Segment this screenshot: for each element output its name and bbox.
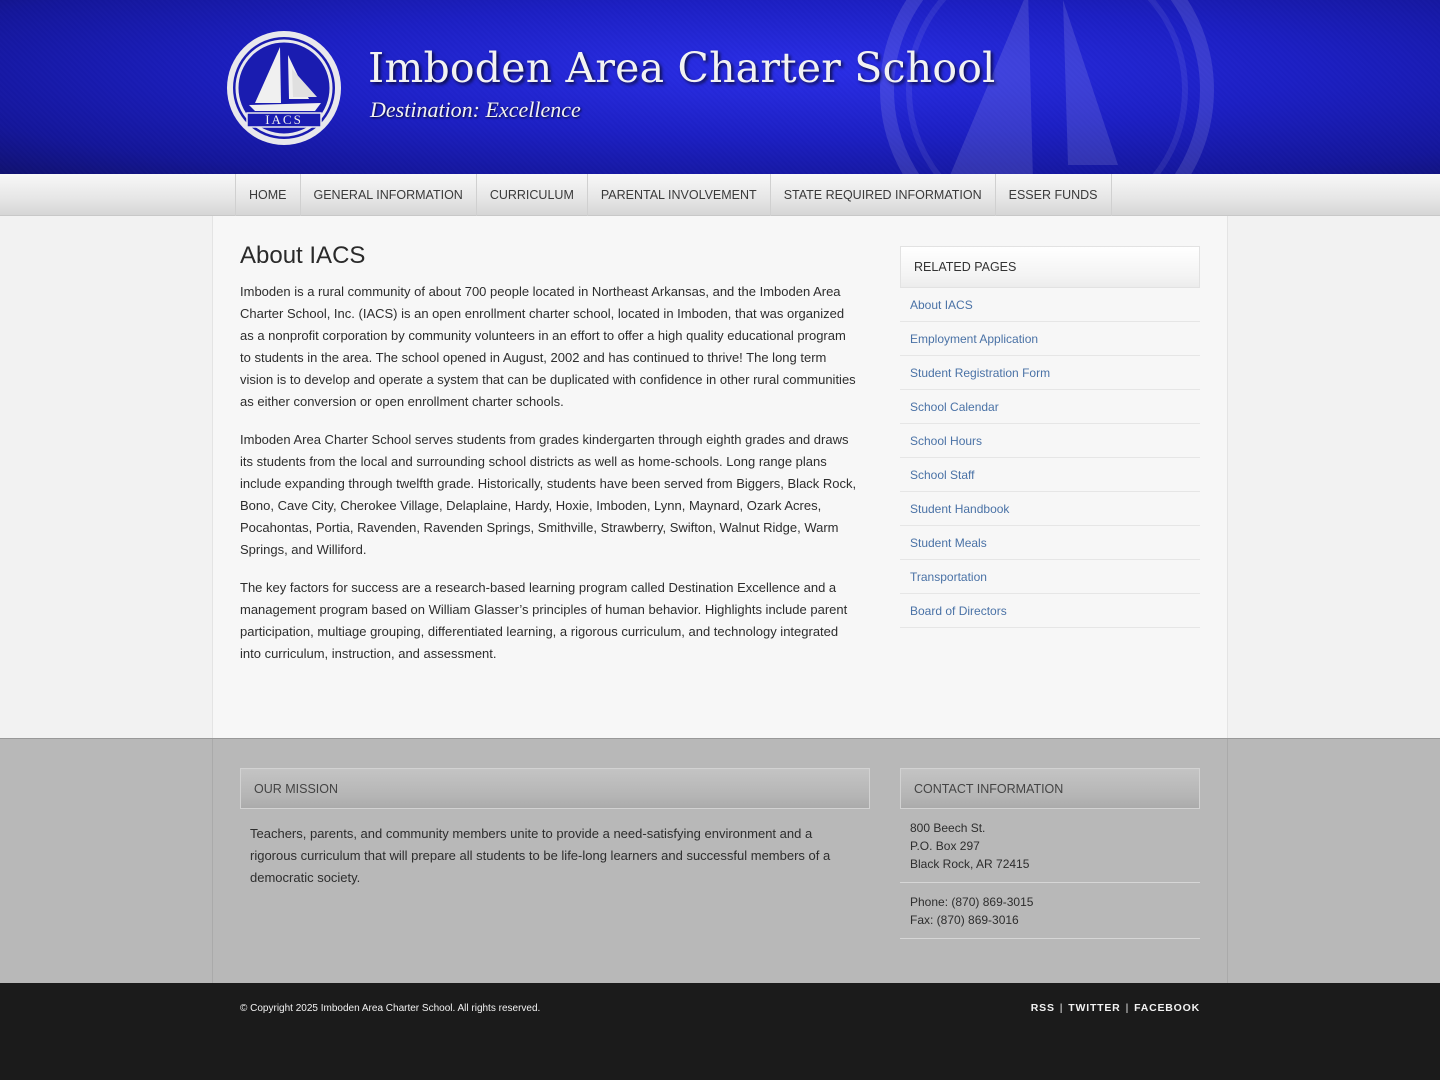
mission-heading: OUR MISSION [240,768,870,809]
bottom-bar [0,983,1440,1080]
facebook-link[interactable]: FACEBOOK [1134,1002,1200,1014]
address-block [900,809,1200,883]
paragraph: Imboden Area Charter School serves students from grades kindergarten through eighth grades and draws its students from the local and surrounding school districts as well as home-schools. Long range plans include expanding through twelfth grade. Historically, students have been served from Biggers, Black Rock, Bono, Cave City, Cherokee Village, Delaplaine, Hardy, Hoxie, Imboden, Lynn, Maynard, Ozark Acres, Pocahontas, Portia, Ravenden, Ravenden Springs, Smithville, Strawberry, Swifton, Walnut Ridge, Warm Springs, and Williford. [240,432,857,557]
related-link-school-calendar[interactable]: School Calendar [910,399,999,414]
nav-item-state-required-information[interactable]: STATE REQUIRED INFORMATION [771,174,996,216]
list-item [900,288,1200,322]
site-title[interactable]: Imboden Area Charter School [368,44,996,92]
mission-text: Teachers, parents, and community members unite to provide a need-satisfying environment and a rigorous curriculum that will prepare all students to be life-long learners and successful members of a democratic society. [250,826,831,885]
related-link-board-of-directors[interactable]: Board of Directors [910,603,1007,618]
related-pages-sidebar [900,246,1200,628]
address-line: Black Rock, AR 72415 [910,857,1030,871]
phone-block [900,883,1200,939]
paragraph: Imboden is a rural community of about 700 people located in Northeast Arkansas, and the Imboden Area Charter School, Inc. (IACS) is an open enrollment charter school, located in Imboden, that was organized as a nonprofit corporation by community volunteers in an effort to offer a high quality educational program to students in the area. The school opened in August, 2002 and has continued to thrive! The long term vision is to develop and operate a system that can be duplicated with confidence in other rural communities as either conversion or open enrollment charter schools. [240,284,856,409]
related-link-school-staff[interactable]: School Staff [910,467,975,482]
list-item [900,526,1200,560]
related-link-employment-application[interactable]: Employment Application [910,331,1039,346]
nav-item-esser-funds[interactable]: ESSER FUNDS [996,174,1112,216]
contact-heading: CONTACT INFORMATION [900,768,1200,809]
list-item [900,492,1200,526]
related-link-about-iacs[interactable]: About IACS [910,297,973,312]
page-title: About IACS [240,242,366,269]
related-link-student-handbook[interactable]: Student Handbook [910,501,1010,516]
iacs-logo-icon[interactable] [225,29,343,147]
svg-text:IACS: IACS [265,112,303,127]
contact-widget [900,768,1200,939]
paragraph: The key factors for success are a research-based learning program called Destination Excellence and a management program based on William Glasser’s principles of human behavior. Highlights include parent participation, multiage grouping, differentiated learning, a rigorous curriculum, and technology integrated into curriculum, instruction, and assessment. [240,580,848,661]
list-item [900,424,1200,458]
address-line: 800 Beech St. [910,821,986,835]
separator: | [1059,1002,1064,1014]
site-header [0,0,1440,174]
list-item [900,322,1200,356]
fax-number: Fax: (870) 869-3016 [910,913,1019,927]
list-item [900,560,1200,594]
related-link-transportation[interactable]: Transportation [910,569,987,584]
mission-widget [240,768,870,889]
list-item [900,390,1200,424]
copyright-text: © Copyright 2025 Imboden Area Charter School. All rights reserved. [240,1003,541,1014]
main-nav [0,174,1440,216]
phone-number: Phone: (870) 869-3015 [910,895,1034,909]
list-item [900,458,1200,492]
list-item [900,356,1200,390]
nav-item-parental-involvement[interactable]: PARENTAL INVOLVEMENT [588,174,771,216]
address-line: P.O. Box 297 [910,839,980,853]
related-link-student-registration-form[interactable]: Student Registration Form [910,365,1051,380]
social-links [1031,1002,1200,1014]
separator: | [1125,1002,1130,1014]
site-tagline: Destination: Excellence [370,97,581,122]
main-content [240,242,860,681]
twitter-link[interactable]: TWITTER [1068,1002,1121,1014]
rss-link[interactable]: RSS [1030,1002,1055,1014]
related-pages-heading: RELATED PAGES [900,246,1200,288]
nav-item-curriculum[interactable]: CURRICULUM [477,174,588,216]
related-link-student-meals[interactable]: Student Meals [910,535,987,550]
nav-item-home[interactable]: HOME [236,174,301,216]
nav-item-general-information[interactable]: GENERAL INFORMATION [301,174,477,216]
list-item [900,594,1200,628]
related-link-school-hours[interactable]: School Hours [910,433,983,448]
